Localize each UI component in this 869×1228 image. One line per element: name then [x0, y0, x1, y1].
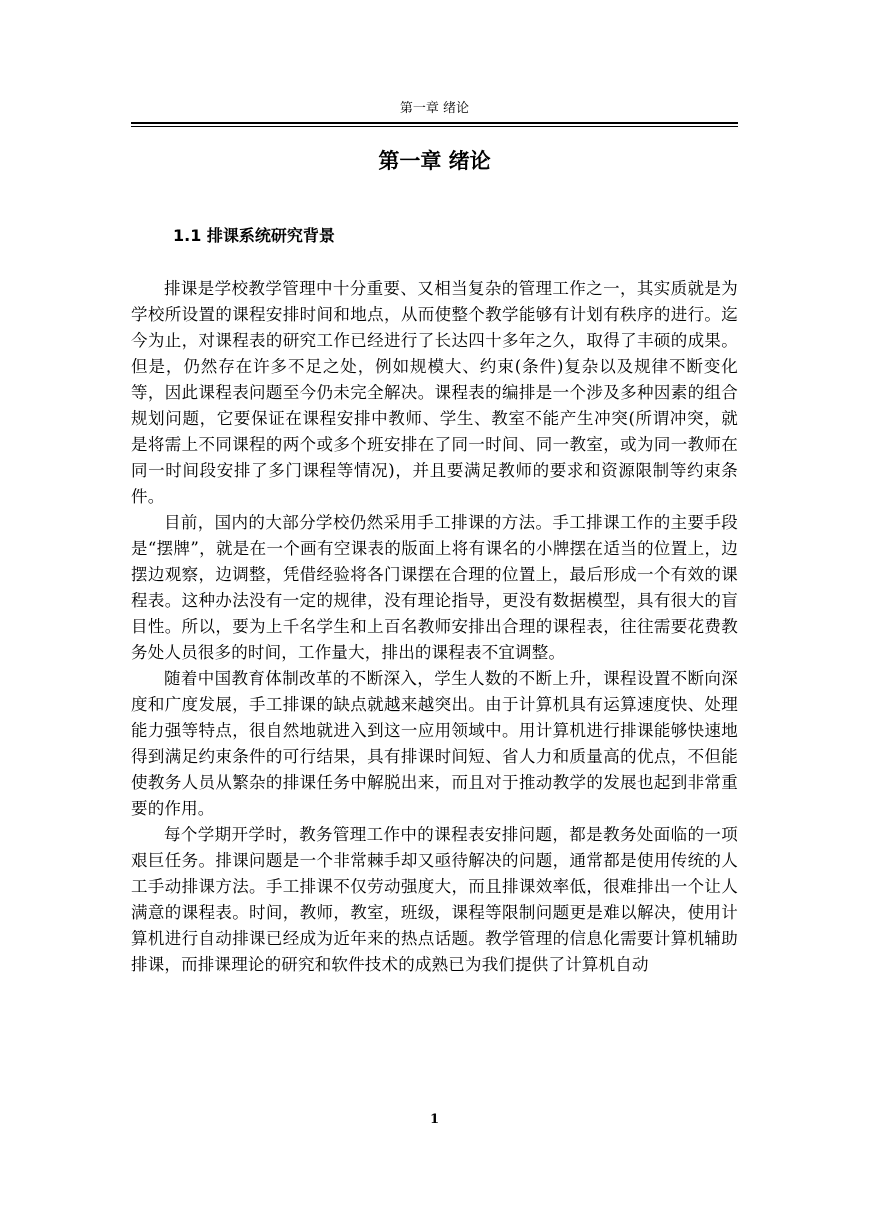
header-rule-thin: [131, 126, 738, 127]
page-number: 1: [429, 1112, 440, 1127]
chapter-title: 第一章 绪论: [378, 149, 491, 173]
header-rule-thick: [131, 122, 738, 124]
body-text: [131, 276, 738, 978]
paragraph: 每个学期开学时，教务管理工作中的课程表安排问题，都是教务处面临的一项艰巨任务。排课问题是一个非常棘手却又亟待解决的问题，通常都是使用传统的人工手动排课方法。手工排课不仅劳动强度大，而且排课效率低，很难排出一个让人满意的课程表。时间，教师，教室，班级，课程等限制问题更是难以解决，使用计算机进行自动排课已经成为近年来的热点话题。教学管理的信息化需要计算机辅助排课，而排课理论的研究和软件技术的成熟已为我们提供了计算机自动: [131, 825, 738, 974]
running-header: 第一章 绪论: [399, 101, 470, 116]
paragraph: 随着中国教育体制改革的不断深入，学生人数的不断上升，课程设置不断向深度和广度发展，手工排课的缺点就越来越突出。由于计算机具有运算速度快、处理能力强等特点，很自然地就进入到这一应用领域中。用计算机进行排课能够快速地得到满足约束条件的可行结果，具有排课时间短、省人力和质量高的优点，不但能使教务人员从繁杂的排课任务中解脱出来，而且对于推动教学的发展也起到非常重要的作用。: [131, 669, 738, 818]
paragraph: 排课是学校教学管理中十分重要、又相当复杂的管理工作之一，其实质就是为学校所设置的课程安排时间和地点，从而使整个教学能够有计划有秩序的进行。迄今为止，对课程表的研究工作已经进行了长达四十多年之久，取得了丰硕的成果。但是，仍然存在许多不足之处，例如规模大、约束(条件)复杂以及规律不断变化等，因此课程表问题至今仍未完全解决。课程表的编排是一个涉及多种因素的组合规划问题，它要保证在课程安排中教师、学生、教室不能产生冲突(所谓冲突，就是将需上不同课程的两个或多个班安排在了同一时间、同一教室，或为同一教师在同一时间段安排了多门课程等情况)，并且要满足教师的要求和资源限制等约束条件。: [131, 279, 738, 506]
section-heading: 1.1 排课系统研究背景: [173, 226, 335, 245]
paragraph: 目前，国内的大部分学校仍然采用手工排课的方法。手工排课工作的主要手段是“摆牌”，就是在一个画有空课表的版面上将有课名的小牌摆在适当的位置上，边摆边观察，边调整，凭借经验将各门课摆在合理的位置上，最后形成一个有效的课程表。这种办法没有一定的规律，没有理论指导，更没有数据模型，具有很大的盲目性。所以，要为上千名学生和上百名教师安排出合理的课程表，往往需要花费教务处人员很多的时间，工作量大，排出的课程表不宜调整。: [131, 513, 738, 662]
